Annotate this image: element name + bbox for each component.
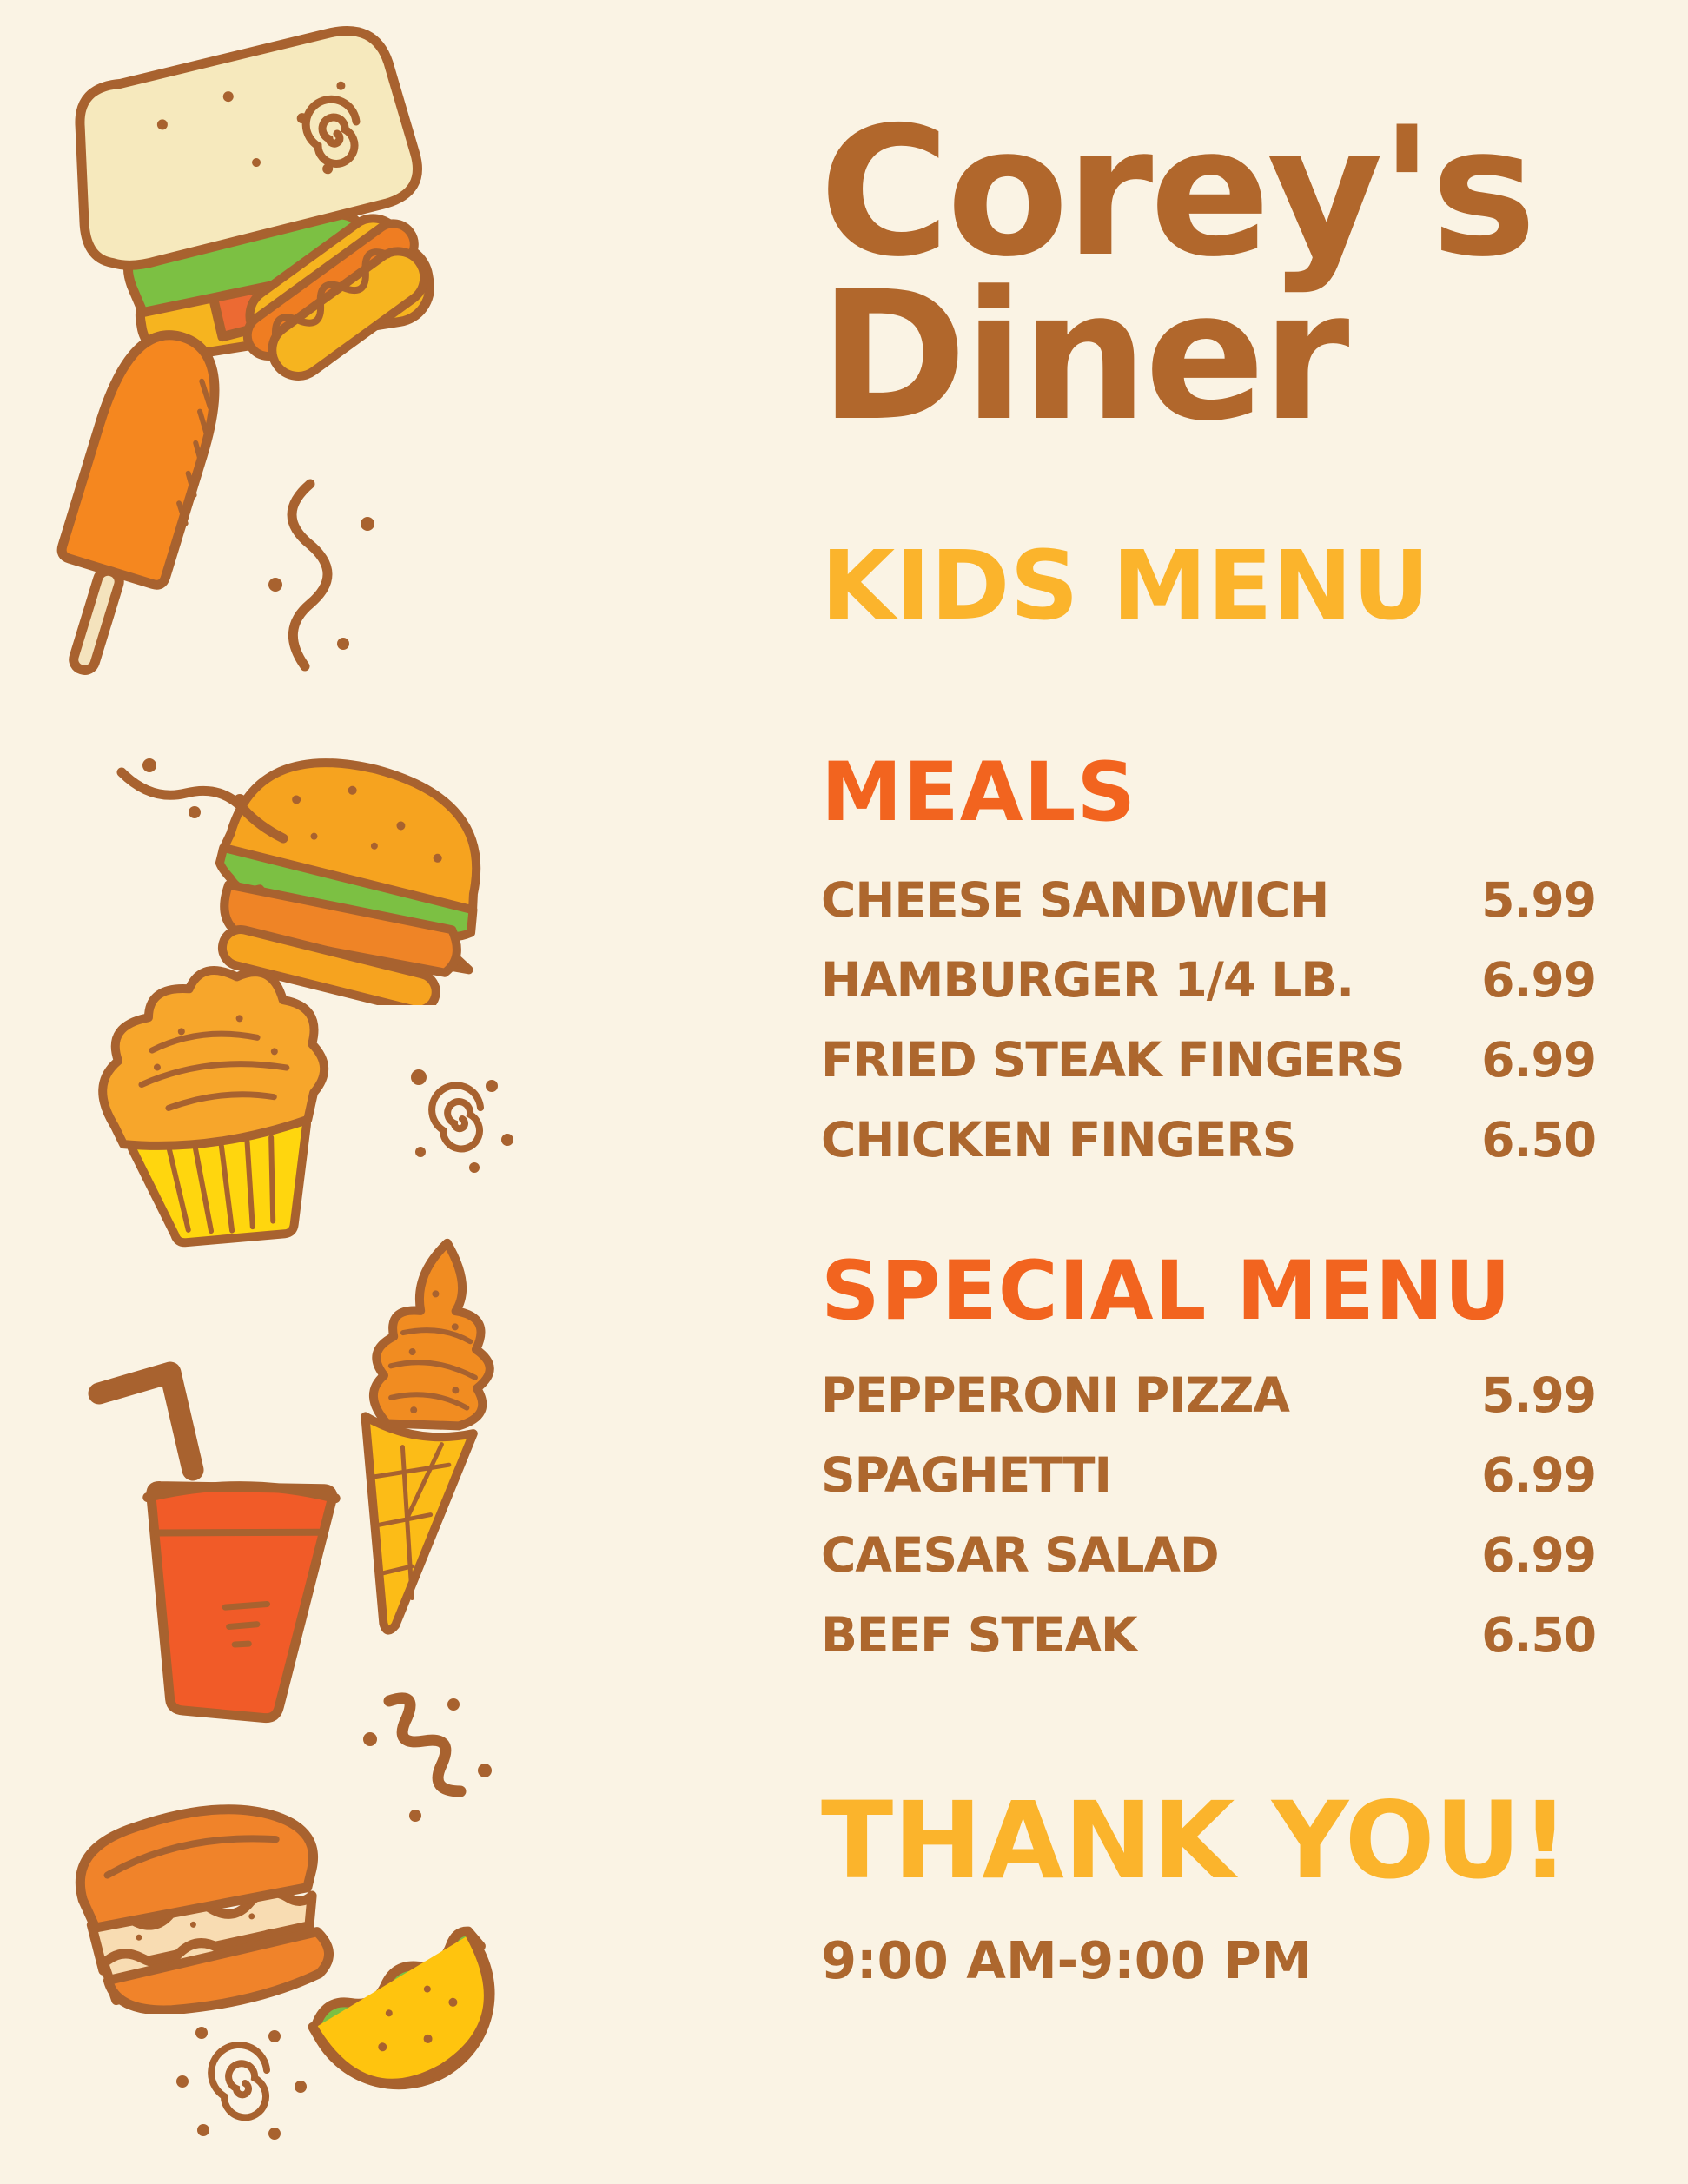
opening-hours: 9:00 AM-9:00 PM — [821, 1930, 1313, 1990]
menu-item-name: PEPPERONI PIZZA — [821, 1367, 1289, 1423]
cupcake-icon — [76, 931, 350, 1248]
squiggle-doodle-icon — [256, 473, 408, 678]
section-heading-special-menu: SPECIAL MENU — [821, 1244, 1512, 1339]
meals-item-list — [821, 860, 1596, 1180]
menu-item-row — [821, 860, 1596, 940]
hot-dog-icon — [236, 187, 440, 413]
menu-item-row — [821, 1435, 1596, 1515]
section-heading-meals: MEALS — [821, 745, 1137, 840]
menu-item-name: FRIED STEAK FINGERS — [821, 1032, 1405, 1088]
menu-item-price: 5.99 — [1481, 872, 1596, 928]
menu-item-name: CAESAR SALAD — [821, 1527, 1219, 1583]
soft-drink-cup-icon — [59, 1353, 359, 1740]
menu-item-row — [821, 1355, 1596, 1435]
menu-item-price: 6.99 — [1481, 1527, 1596, 1583]
menu-item-name: BEEF STEAK — [821, 1607, 1137, 1663]
menu-item-name: CHEESE SANDWICH — [821, 872, 1329, 928]
spiral-doodle-icon — [287, 89, 374, 175]
menu-item-price: 5.99 — [1481, 1367, 1596, 1423]
menu-item-row — [821, 1515, 1596, 1595]
menu-item-price: 6.99 — [1481, 952, 1596, 1008]
sun-spiral-doodle-icon — [172, 2014, 315, 2157]
zigzag-doodle-icon — [358, 1687, 501, 1830]
restaurant-title-line2: Diner — [819, 254, 1347, 460]
thank-you-message: THANK YOU! — [821, 1779, 1570, 1903]
squiggle-doodle-icon — [111, 751, 294, 856]
menu-item-name: SPAGHETTI — [821, 1447, 1111, 1503]
menu-item-row — [821, 1595, 1596, 1675]
popsicle-icon — [35, 306, 239, 718]
sun-spiral-doodle-icon — [401, 1062, 519, 1179]
menu-subtitle: KIDS MENU — [821, 530, 1430, 641]
menu-item-row — [821, 1020, 1596, 1100]
restaurant-title-line1: Corey's — [819, 89, 1533, 296]
menu-item-price: 6.99 — [1481, 1447, 1596, 1503]
special-menu-item-list — [821, 1355, 1596, 1675]
menu-item-name: HAMBURGER 1/4 LB. — [821, 952, 1354, 1008]
restaurant-title — [819, 89, 1533, 460]
menu-item-price: 6.50 — [1481, 1607, 1596, 1663]
taco-icon — [306, 1859, 510, 2159]
menu-item-row — [821, 1100, 1596, 1180]
menu-item-price: 6.50 — [1481, 1112, 1596, 1168]
menu-item-row — [821, 940, 1596, 1020]
menu-item-price: 6.99 — [1481, 1032, 1596, 1088]
menu-item-name: CHICKEN FINGERS — [821, 1112, 1296, 1168]
